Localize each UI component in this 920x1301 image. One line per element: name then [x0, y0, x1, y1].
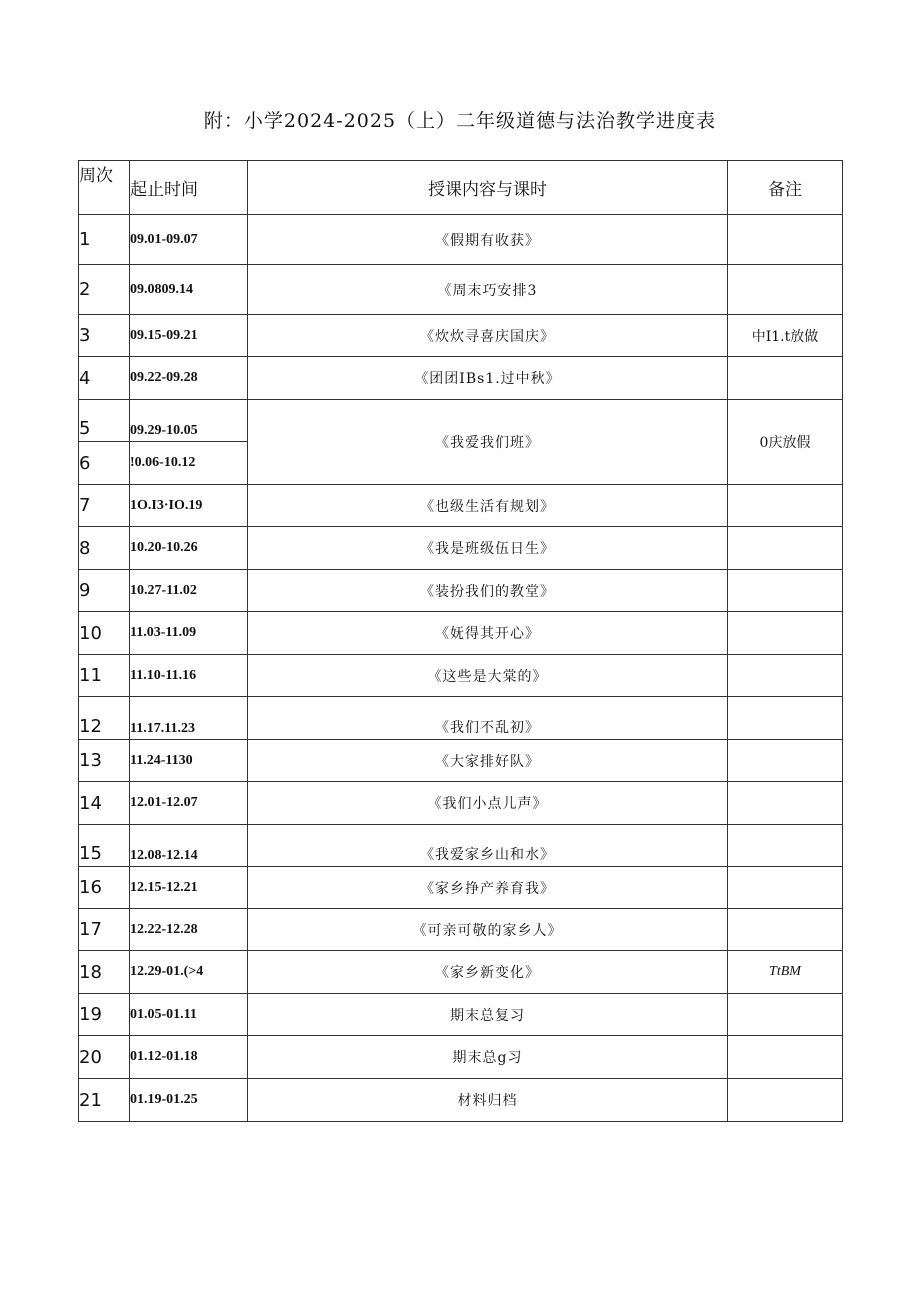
- note-cell: [728, 1036, 843, 1079]
- date-cell: 12.15-12.21: [130, 867, 248, 909]
- date-cell: 11.17.11.23: [130, 697, 248, 740]
- date-cell: 09.01-09.07: [130, 215, 248, 265]
- date-cell: 1O.I3·IO.19: [130, 485, 248, 527]
- content-cell: 《大家排好队》: [248, 740, 728, 782]
- content-cell: 《我们不乱初》: [248, 697, 728, 740]
- date-cell: 01.05-01.11: [130, 994, 248, 1036]
- content-cell: 《炊炊寻喜庆国庆》: [248, 315, 728, 357]
- date-cell: 10.20-10.26: [130, 527, 248, 570]
- date-cell: 12.01-12.07: [130, 782, 248, 825]
- note-cell: [728, 485, 843, 527]
- table-row: [79, 655, 843, 697]
- week-cell: 20: [79, 1036, 130, 1079]
- note-cell: 中I1.t放做: [728, 315, 843, 357]
- week-cell: 3: [79, 315, 130, 357]
- week-cell: 10: [79, 612, 130, 655]
- note-cell: [728, 909, 843, 951]
- header-week: 周次: [79, 161, 130, 215]
- date-cell: 09.0809.14: [130, 265, 248, 315]
- header-content: 授课内容与课时: [248, 161, 728, 215]
- table-row: [79, 909, 843, 951]
- note-cell: [728, 612, 843, 655]
- week-cell: 9: [79, 570, 130, 612]
- content-cell: 《我爱家乡山和水》: [248, 825, 728, 867]
- date-cell: 01.19-01.25: [130, 1079, 248, 1122]
- content-cell: 《团团IBs1.过中秋》: [248, 357, 728, 400]
- content-cell: 材料归档: [248, 1079, 728, 1122]
- date-cell: 12.08-12.14: [130, 825, 248, 867]
- week-cell: 4: [79, 357, 130, 400]
- table-row: [79, 740, 843, 782]
- week-cell: 19: [79, 994, 130, 1036]
- content-cell: 《家乡挣产养育我》: [248, 867, 728, 909]
- date-cell: 11.24-1130: [130, 740, 248, 782]
- table-row: [79, 400, 843, 442]
- table-row: [79, 215, 843, 265]
- content-cell: 《可亲可敬的家乡人》: [248, 909, 728, 951]
- note-cell: [728, 1079, 843, 1122]
- date-cell: 11.03-11.09: [130, 612, 248, 655]
- week-cell: 5: [79, 400, 130, 442]
- table-row: [79, 1036, 843, 1079]
- table-row: [79, 994, 843, 1036]
- table-row: [79, 697, 843, 740]
- content-cell: 《假期有收获》: [248, 215, 728, 265]
- table-row: [79, 570, 843, 612]
- note-cell: [728, 867, 843, 909]
- content-cell: 《妩得其开心》: [248, 612, 728, 655]
- note-cell: [728, 697, 843, 740]
- content-cell: 《我们小点儿声》: [248, 782, 728, 825]
- note-cell: TtBM: [728, 951, 843, 994]
- week-cell: 17: [79, 909, 130, 951]
- date-cell: 09.22-09.28: [130, 357, 248, 400]
- table-row: [79, 265, 843, 315]
- table-row: [79, 951, 843, 994]
- note-cell: [728, 994, 843, 1036]
- table-row: [79, 825, 843, 867]
- note-cell: [728, 782, 843, 825]
- note-cell: [728, 215, 843, 265]
- note-cell: [728, 655, 843, 697]
- date-cell: 09.15-09.21: [130, 315, 248, 357]
- content-cell: 期末总复习: [248, 994, 728, 1036]
- date-cell: 10.27-11.02: [130, 570, 248, 612]
- week-cell: 7: [79, 485, 130, 527]
- date-cell: 12.29-01.(>4: [130, 951, 248, 994]
- note-cell: [728, 570, 843, 612]
- week-cell: 12: [79, 697, 130, 740]
- header-row: [79, 161, 843, 215]
- week-cell: 11: [79, 655, 130, 697]
- note-cell: [728, 357, 843, 400]
- week-cell: 21: [79, 1079, 130, 1122]
- week-cell: 14: [79, 782, 130, 825]
- note-cell: 0庆放假: [728, 400, 843, 485]
- table-row: [79, 485, 843, 527]
- week-cell: 2: [79, 265, 130, 315]
- week-cell: 16: [79, 867, 130, 909]
- content-cell: 《装扮我们的教堂》: [248, 570, 728, 612]
- week-cell: 13: [79, 740, 130, 782]
- date-cell: 11.10-11.16: [130, 655, 248, 697]
- week-cell: 15: [79, 825, 130, 867]
- week-cell: 1: [79, 215, 130, 265]
- content-cell: 《家乡新变化》: [248, 951, 728, 994]
- note-cell: [728, 265, 843, 315]
- table-row: [79, 357, 843, 400]
- week-cell: 6: [79, 442, 130, 485]
- date-cell: 12.22-12.28: [130, 909, 248, 951]
- content-cell: 《我是班级伍日生》: [248, 527, 728, 570]
- note-cell: [728, 527, 843, 570]
- date-cell: 01.12-01.18: [130, 1036, 248, 1079]
- table-row: [79, 867, 843, 909]
- content-cell: 《这些是大棠的》: [248, 655, 728, 697]
- date-cell: !0.06-10.12: [130, 442, 248, 485]
- header-note: 备注: [728, 161, 843, 215]
- table-row: [79, 1079, 843, 1122]
- week-cell: 8: [79, 527, 130, 570]
- table-row: [79, 782, 843, 825]
- content-cell: 《我爱我们班》: [248, 400, 728, 485]
- schedule-table: [78, 160, 843, 1122]
- header-dates: 起止时间: [130, 161, 248, 215]
- note-cell: [728, 740, 843, 782]
- page-title: 附：小学2024-2025（上）二年级道德与法治教学进度表: [203, 110, 717, 132]
- content-cell: 《也级生活有规划》: [248, 485, 728, 527]
- date-cell: 09.29-10.05: [130, 400, 248, 442]
- content-cell: 《周末巧安排3: [248, 265, 728, 315]
- table-row: [79, 527, 843, 570]
- table-row: [79, 315, 843, 357]
- table-row: [79, 612, 843, 655]
- week-cell: 18: [79, 951, 130, 994]
- note-cell: [728, 825, 843, 867]
- content-cell: 期末总g习: [248, 1036, 728, 1079]
